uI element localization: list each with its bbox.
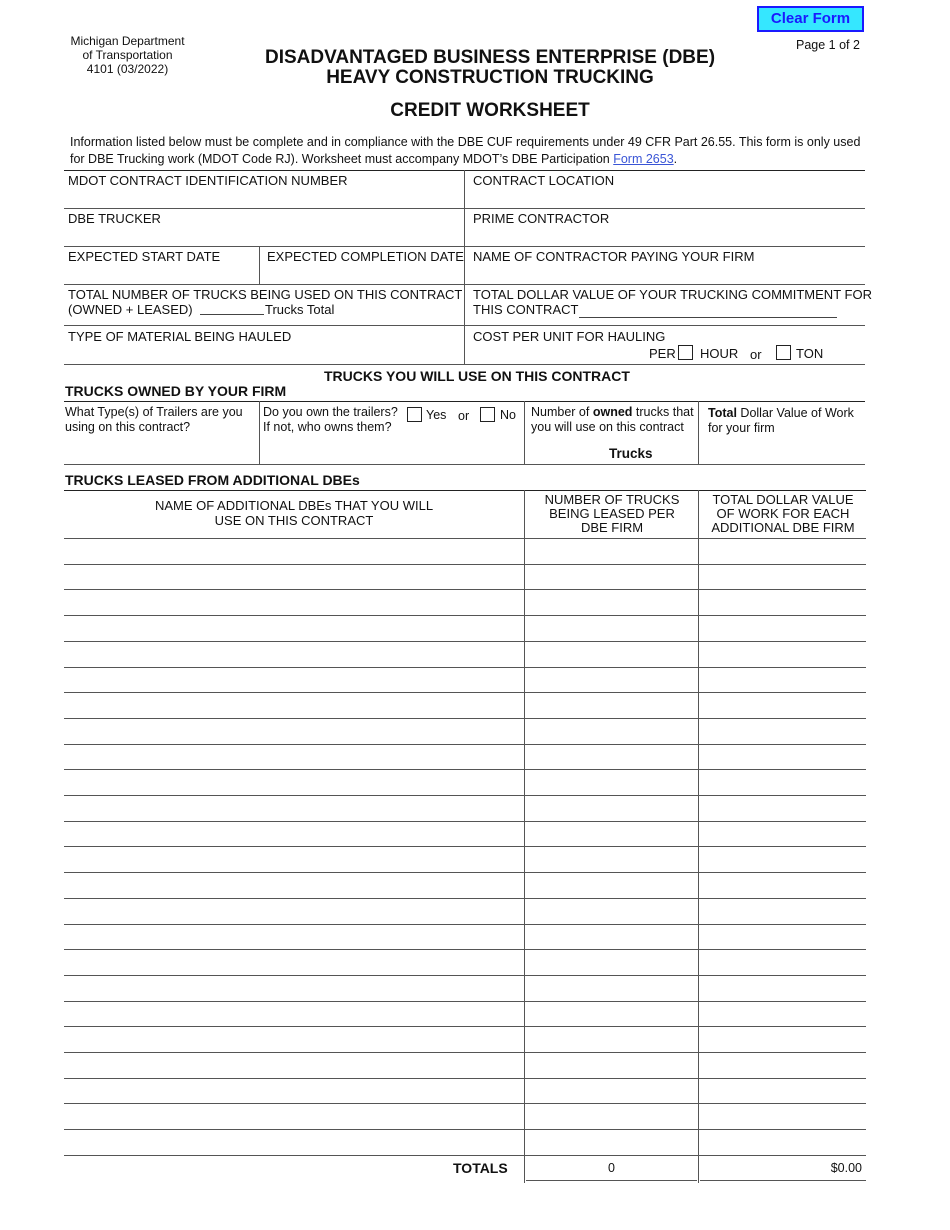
dbe-dollar-value-input[interactable] — [699, 616, 866, 640]
dbe-name-input[interactable] — [64, 539, 524, 563]
num-trucks-header: NUMBER OF TRUCKS — [544, 492, 680, 507]
dbe-name-input[interactable] — [64, 1053, 524, 1077]
total-trucks-sublabel: (OWNED + LEASED) — [68, 302, 193, 317]
grid-divider — [698, 490, 699, 1183]
trailers-question: What Type(s) of Trailers are you — [65, 405, 243, 419]
grid-line — [64, 401, 865, 402]
leased-trucks-input[interactable] — [525, 950, 698, 974]
dollar-value-header: TOTAL DOLLAR VALUE — [712, 492, 854, 507]
dollar-value-label: TOTAL DOLLAR VALUE OF YOUR TRUCKING COMMITMENT FOR — [473, 287, 872, 302]
completion-date-label: EXPECTED COMPLETION DATE — [267, 249, 464, 264]
leased-trucks-input[interactable] — [525, 668, 698, 692]
dbe-dollar-value-input[interactable] — [699, 899, 866, 923]
prime-contractor-field[interactable] — [465, 208, 865, 246]
owned-trucks-suffix: trucks that — [632, 405, 694, 419]
totals-trucks-value: 0 — [608, 1161, 615, 1175]
dbe-dollar-value-input[interactable] — [699, 822, 866, 846]
num-trucks-header-line3: DBE FIRM — [580, 520, 644, 535]
dbe-name-input[interactable] — [64, 719, 524, 743]
dollar-value-sublabel: THIS CONTRACT — [473, 302, 579, 317]
ton-label: TON — [796, 346, 824, 361]
owned-trucks-prefix: Number of — [531, 405, 593, 419]
dbe-name-input[interactable] — [64, 1027, 524, 1051]
dbe-dollar-value-input[interactable] — [699, 925, 866, 949]
leased-trucks-input[interactable] — [525, 873, 698, 897]
per-label: PER — [649, 346, 676, 361]
dbe-dollar-value-input[interactable] — [699, 847, 866, 871]
per-ton-checkbox[interactable] — [776, 345, 791, 360]
start-date-field[interactable] — [64, 246, 259, 284]
grid-divider — [524, 490, 525, 1183]
dbe-name-input[interactable] — [64, 693, 524, 717]
own-trailers-question: Do you own the trailers? — [263, 405, 398, 419]
dbe-name-input[interactable] — [64, 976, 524, 1000]
dbe-trucker-label: DBE TRUCKER — [68, 211, 161, 226]
grid-line — [64, 490, 866, 491]
dbe-dollar-value-input[interactable] — [699, 1027, 866, 1051]
leased-trucks-input[interactable] — [525, 693, 698, 717]
dbe-name-input[interactable] — [64, 950, 524, 974]
contract-location-label: CONTRACT LOCATION — [473, 173, 615, 188]
paying-contractor-field[interactable] — [465, 246, 865, 284]
owned-emphasis: owned — [592, 405, 633, 419]
dollar-value-header-line3: ADDITIONAL DBE FIRM — [711, 520, 855, 535]
dbe-dollar-value-input[interactable] — [699, 642, 866, 666]
leased-trucks-input[interactable] — [525, 719, 698, 743]
who-owns-question: If not, who owns them? — [263, 420, 392, 434]
leased-trucks-input[interactable] — [525, 899, 698, 923]
contract-id-label: MDOT CONTRACT IDENTIFICATION NUMBER — [68, 173, 348, 188]
or-label: or — [458, 409, 470, 423]
dbe-dollar-value-input[interactable] — [699, 976, 866, 1000]
trucks-total-input[interactable] — [200, 313, 264, 315]
start-date-label: EXPECTED START DATE — [68, 249, 221, 264]
leased-trucks-input[interactable] — [525, 796, 698, 820]
leased-trucks-input[interactable] — [525, 745, 698, 769]
total-trucks-label: TOTAL NUMBER OF TRUCKS BEING USED ON THIS CONTRACT — [68, 287, 463, 302]
form-subtitle: CREDIT WORKSHEET — [390, 100, 590, 121]
dbe-name-input[interactable] — [64, 668, 524, 692]
owned-trucks-question — [531, 405, 694, 420]
dollar-value-header-line2: OF WORK FOR EACH — [716, 506, 850, 521]
own-trailers-no-checkbox[interactable] — [480, 407, 495, 422]
or-label: or — [750, 347, 762, 362]
dbe-name-input[interactable] — [64, 1130, 524, 1154]
grid-line — [64, 364, 865, 365]
total-value-suffix: Dollar Value of Work — [736, 406, 854, 420]
dbe-name-header: NAME OF ADDITIONAL DBEs THAT YOU WILL — [154, 498, 434, 513]
contract-id-field[interactable] — [64, 170, 464, 208]
agency-name-line2: of Transportation — [82, 48, 173, 62]
leased-trucks-input[interactable] — [525, 539, 698, 563]
dbe-name-input[interactable] — [64, 590, 524, 614]
intro-text: Information listed below must be complete and in compliance with the DBE CUF requirements under 49 CFR Part 26.55. This form is only used for DBE Trucking work (MDOT Code RJ). Worksheet must accompany MDOT’s DBE Participation — [70, 135, 861, 166]
dbe-dollar-value-input[interactable] — [699, 1104, 866, 1128]
total-emphasis: Total — [708, 406, 737, 420]
totals-dollars-field[interactable] — [700, 1156, 866, 1181]
trucks-total-label: Trucks Total — [265, 302, 335, 317]
dbe-dollar-value-input[interactable] — [699, 590, 866, 614]
dbe-dollar-value-input[interactable] — [699, 950, 866, 974]
dbe-name-input[interactable] — [64, 1104, 524, 1128]
dbe-name-input[interactable] — [64, 745, 524, 769]
leased-trucks-input[interactable] — [525, 925, 698, 949]
dollar-value-input[interactable] — [579, 316, 837, 318]
dbe-dollar-value-input[interactable] — [699, 719, 866, 743]
hour-label: HOUR — [700, 346, 739, 361]
dbe-dollar-value-input[interactable] — [699, 539, 866, 563]
dbe-name-input[interactable] — [64, 1079, 524, 1103]
form-2653-link[interactable]: Form 2653 — [613, 152, 674, 166]
clear-form-button[interactable]: Clear Form — [757, 6, 864, 32]
dbe-dollar-value-input[interactable] — [699, 1053, 866, 1077]
yes-label: Yes — [426, 408, 447, 422]
per-hour-checkbox[interactable] — [678, 345, 693, 360]
dbe-name-input[interactable] — [64, 925, 524, 949]
dbe-name-input[interactable] — [64, 565, 524, 589]
dbe-name-input[interactable] — [64, 770, 524, 794]
form-number: 4101 (03/2022) — [86, 62, 169, 76]
intro-paragraph — [70, 134, 870, 168]
trucks-owned-title: TRUCKS OWNED BY YOUR FIRM — [65, 383, 287, 399]
dbe-name-input[interactable] — [64, 873, 524, 897]
agency-name-line1: Michigan Department — [70, 34, 185, 48]
grid-line — [64, 464, 865, 465]
num-trucks-header-line2: BEING LEASED PER — [549, 506, 675, 521]
dbe-dollar-value-input[interactable] — [699, 745, 866, 769]
dbe-name-header-line2: USE ON THIS CONTRACT — [214, 513, 374, 528]
trucks-use-title: TRUCKS YOU WILL USE ON THIS CONTRACT — [324, 368, 630, 384]
total-value-question-line2: for your firm — [708, 421, 775, 435]
trucks-label: Trucks — [609, 446, 653, 461]
grid-divider — [524, 401, 525, 464]
total-value-question — [708, 406, 854, 421]
dbe-name-input[interactable] — [64, 1002, 524, 1026]
no-label: No — [500, 408, 516, 422]
dbe-dollar-value-input[interactable] — [699, 1079, 866, 1103]
leased-trucks-input[interactable] — [525, 1027, 698, 1051]
dbe-dollar-value-input[interactable] — [699, 873, 866, 897]
grid-divider — [698, 401, 699, 464]
dbe-dollar-value-input[interactable] — [699, 693, 866, 717]
leased-trucks-input[interactable] — [525, 590, 698, 614]
leased-trucks-input[interactable] — [525, 1130, 698, 1154]
completion-date-field[interactable] — [260, 246, 464, 284]
form-title-line2: HEAVY CONSTRUCTION TRUCKING — [326, 67, 654, 88]
trucks-leased-title: TRUCKS LEASED FROM ADDITIONAL DBEs — [65, 472, 360, 488]
leased-trucks-input[interactable] — [525, 847, 698, 871]
dbe-name-input[interactable] — [64, 642, 524, 666]
leased-trucks-input[interactable] — [525, 616, 698, 640]
leased-trucks-input[interactable] — [525, 770, 698, 794]
leased-trucks-input[interactable] — [525, 822, 698, 846]
dbe-name-input[interactable] — [64, 847, 524, 871]
dbe-dollar-value-input[interactable] — [699, 796, 866, 820]
leased-trucks-input[interactable] — [525, 1079, 698, 1103]
dbe-dollar-value-input[interactable] — [699, 1130, 866, 1154]
trailers-question-line2: using on this contract? — [65, 420, 191, 434]
leased-trucks-input[interactable] — [525, 642, 698, 666]
intro-end: . — [673, 152, 678, 166]
leased-trucks-input[interactable] — [525, 1053, 698, 1077]
own-trailers-yes-checkbox[interactable] — [407, 407, 422, 422]
owned-trucks-question-line2: you will use on this contract — [531, 420, 684, 434]
totals-trucks-field[interactable] — [526, 1156, 697, 1181]
prime-contractor-label: PRIME CONTRACTOR — [473, 211, 610, 226]
totals-label: TOTALS — [453, 1160, 508, 1176]
dbe-dollar-value-input[interactable] — [699, 565, 866, 589]
dbe-name-input[interactable] — [64, 822, 524, 846]
material-label: TYPE OF MATERIAL BEING HAULED — [68, 329, 292, 344]
leased-trucks-input[interactable] — [525, 565, 698, 589]
dbe-name-input[interactable] — [64, 616, 524, 640]
paying-contractor-label: NAME OF CONTRACTOR PAYING YOUR FIRM — [473, 249, 755, 264]
dbe-dollar-value-input[interactable] — [699, 1002, 866, 1026]
form-title-line1: DISADVANTAGED BUSINESS ENTERPRISE (DBE) — [264, 47, 716, 68]
page-number: Page 1 of 2 — [796, 38, 860, 52]
totals-dollars-value: $0.00 — [830, 1161, 862, 1175]
dbe-trucker-field[interactable] — [64, 208, 464, 246]
leased-trucks-input[interactable] — [525, 976, 698, 1000]
dbe-name-input[interactable] — [64, 899, 524, 923]
contract-location-field[interactable] — [465, 170, 865, 208]
cost-per-unit-label: COST PER UNIT FOR HAULING — [473, 329, 666, 344]
leased-trucks-input[interactable] — [525, 1104, 698, 1128]
grid-divider — [259, 401, 260, 464]
dbe-dollar-value-input[interactable] — [699, 770, 866, 794]
dbe-name-input[interactable] — [64, 796, 524, 820]
dbe-dollar-value-input[interactable] — [699, 668, 866, 692]
material-field[interactable] — [64, 325, 464, 364]
leased-trucks-input[interactable] — [525, 1002, 698, 1026]
